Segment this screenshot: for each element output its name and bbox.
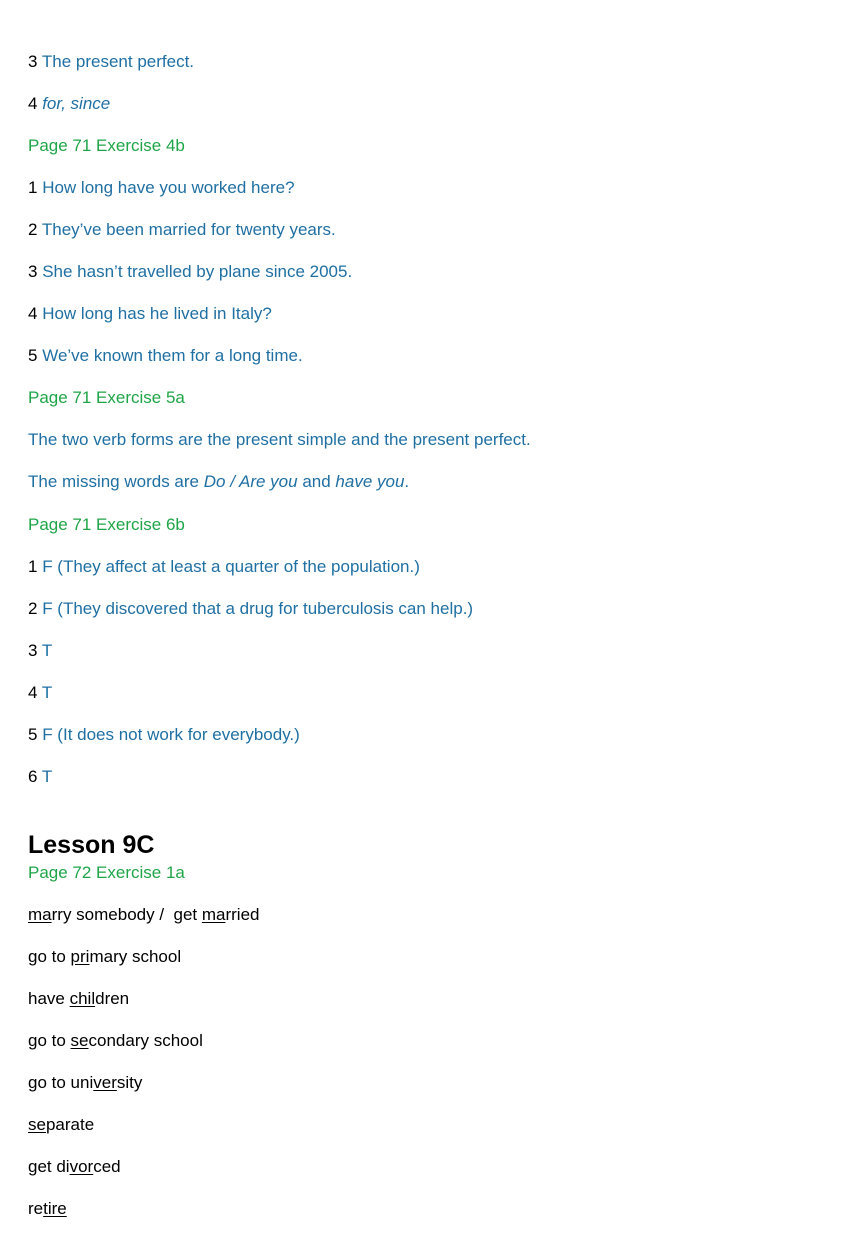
answer-text: The two verb forms are the present simple and the present perfect. [28, 430, 531, 449]
word-part: rried [225, 905, 260, 924]
answer-text: T [41, 767, 53, 786]
word-part: ced [93, 1157, 121, 1176]
word-part: have [28, 989, 70, 1008]
stressed-syllable: ma [28, 905, 52, 924]
exercise-heading: Page 72 Exercise 1a [28, 863, 185, 882]
answer-line [28, 471, 409, 493]
stressed-syllable: chil [69, 989, 96, 1008]
item-number: 2 [28, 220, 38, 239]
word-part: go to [28, 1031, 71, 1050]
word-part: dren [95, 989, 130, 1008]
answer-line [28, 556, 420, 578]
answer-line [28, 219, 336, 241]
answer-line [28, 303, 272, 325]
answer-text: and [297, 472, 336, 491]
vocab-item [28, 1114, 94, 1136]
answer-italic: Do / Are you [203, 472, 298, 491]
answer-text: T [41, 683, 53, 702]
answer-text: The present perfect. [41, 52, 195, 71]
item-number: 1 [28, 178, 38, 197]
item-number: 5 [28, 725, 38, 744]
answer-text: The missing words are [28, 472, 204, 491]
item-number: 4 [28, 94, 38, 113]
vocab-item [28, 1156, 121, 1178]
word-part: condary school [88, 1031, 203, 1050]
item-number: 3 [28, 52, 38, 71]
vocab-item [28, 946, 181, 968]
item-number: 3 [28, 262, 38, 281]
item-number: 4 [28, 304, 38, 323]
word-part: get di [28, 1157, 70, 1176]
stressed-syllable: pri [70, 947, 90, 966]
answer-line [28, 766, 52, 788]
word-part: go to uni [28, 1073, 94, 1092]
stressed-syllable: ma [201, 905, 226, 924]
item-number: 3 [28, 641, 38, 660]
exercise-heading: Page 71 Exercise 5a [28, 388, 185, 407]
answer-line [28, 640, 52, 662]
item-number: 4 [28, 683, 38, 702]
answer-text: How long have you worked here? [42, 178, 295, 197]
answer-text: F (It does not work for everybody.) [42, 725, 300, 744]
answer-line [28, 93, 110, 115]
answer-line [28, 724, 300, 746]
answer-line [28, 51, 194, 73]
answer-text: How long has he lived in Italy? [42, 304, 272, 323]
answer-text: . [404, 472, 410, 491]
item-number: 6 [28, 767, 38, 786]
word-part: sity [116, 1073, 143, 1092]
stressed-syllable: se [70, 1031, 89, 1050]
answer-line [28, 177, 295, 199]
vocab-item [28, 988, 129, 1010]
stressed-syllable: vor [69, 1157, 94, 1176]
answer-line [28, 345, 303, 367]
vocab-item [28, 1030, 203, 1052]
answer-text: F (They affect at least a quarter of the population.) [42, 557, 420, 576]
vocab-item [28, 1072, 142, 1094]
answer-text: T [41, 641, 53, 660]
stressed-syllable: se [28, 1115, 46, 1134]
answer-text: She hasn’t travelled by plane since 2005. [42, 262, 353, 281]
answer-text: F (They discovered that a drug for tuberculosis can help.) [42, 599, 474, 618]
exercise-heading: Page 71 Exercise 4b [28, 136, 185, 155]
item-number: 2 [28, 599, 38, 618]
word-part: rry somebody / get [51, 905, 202, 924]
word-part: go to [28, 947, 71, 966]
stressed-syllable: tire [43, 1199, 67, 1218]
vocab-item [28, 1198, 67, 1220]
exercise-heading: Page 71 Exercise 6b [28, 515, 185, 534]
answer-italic: have you [335, 472, 405, 491]
word-part: parate [45, 1115, 95, 1134]
stressed-syllable: ver [93, 1073, 117, 1092]
word-part: re [28, 1199, 44, 1218]
item-number: 5 [28, 346, 38, 365]
item-number: 1 [28, 557, 38, 576]
answer-line [28, 682, 52, 704]
vocab-item [28, 904, 260, 926]
answer-line [28, 598, 473, 620]
answer-text: We’ve known them for a long time. [42, 346, 303, 365]
word-part: mary school [89, 947, 182, 966]
lesson-title: Lesson 9C [28, 831, 155, 859]
answer-text: They’ve been married for twenty years. [41, 220, 336, 239]
answer-text: for, since [42, 94, 111, 113]
answer-line [28, 261, 352, 283]
